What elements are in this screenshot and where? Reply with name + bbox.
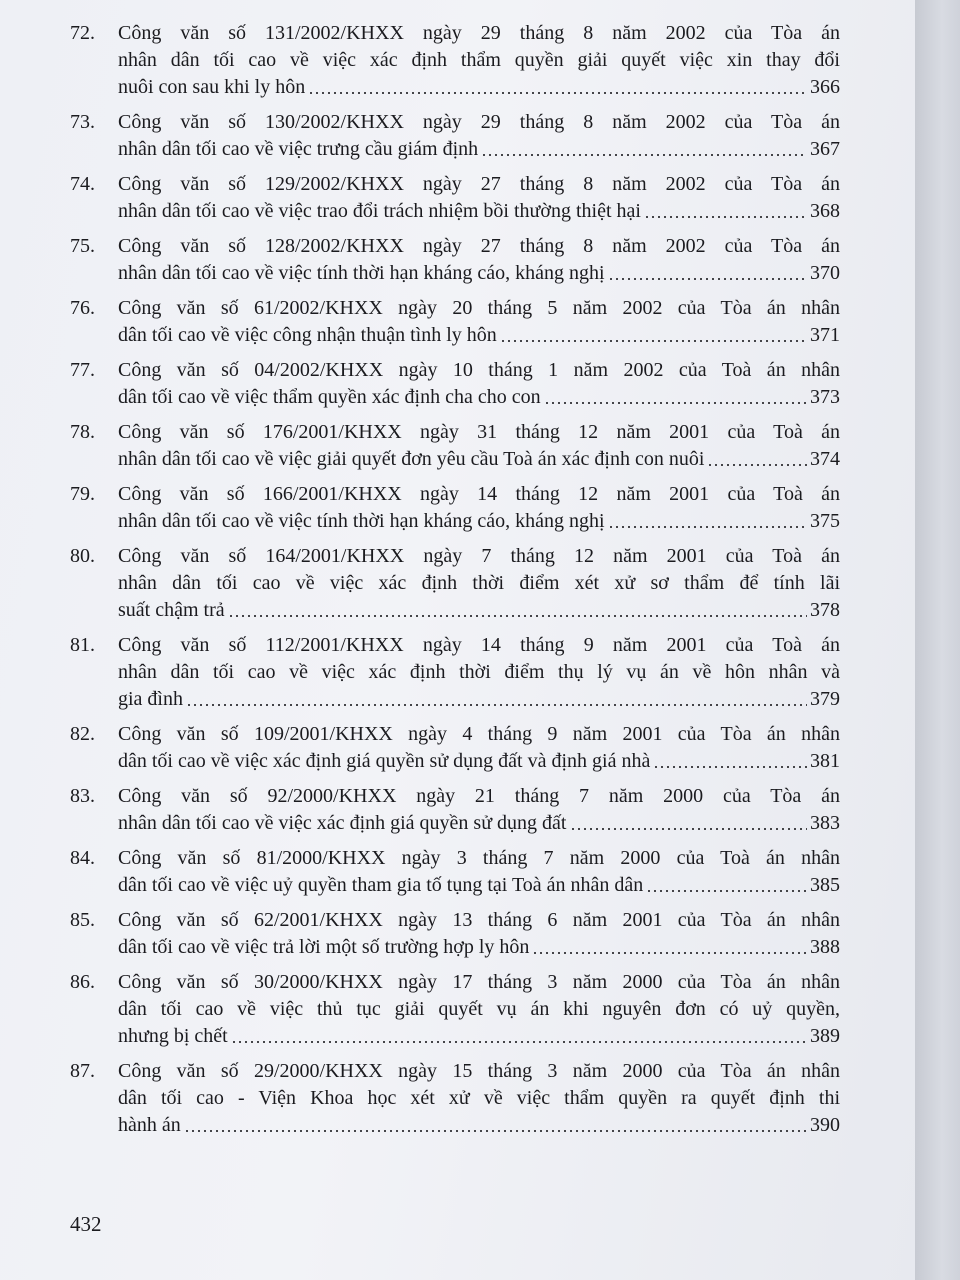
entry-text-line: Công văn số 62/2001/KHXX ngày 13 tháng 6 năm 2001 của Tòa án nhân [118,909,840,931]
entry-page-number: 371 [810,324,840,346]
entry-page-number: 374 [810,448,840,470]
entry-last-line [118,136,840,163]
entry-text-line: Công văn số 29/2000/KHXX ngày 15 tháng 3 năm 2000 của Tòa án nhân [118,1060,840,1082]
entry-text-line: dân tối cao về việc xác định giá quyền sử dụng đất và định giá nhà [118,750,651,772]
entry-text-line: nhân dân tối cao về việc trưng cầu giám định [118,138,479,160]
entry-text-line: dân tối cao về việc thủ tục giải quyết vụ án khi nguyên đơn có uỷ quyền, [118,998,840,1020]
toc-entry [70,907,840,961]
page-edge-shadow [915,0,960,1280]
entry-number: 85. [70,909,95,931]
entry-text-line: Công văn số 81/2000/KHXX ngày 3 tháng 7 năm 2000 của Toà án nhân [118,847,840,869]
entry-text-line: Công văn số 61/2002/KHXX ngày 20 tháng 5 năm 2002 của Tòa án nhân [118,297,840,319]
entry-text-line: nhân dân tối cao về việc trao đổi trách nhiệm bồi thường thiệt hại [118,200,641,222]
entry-page-number: 381 [810,750,840,772]
dot-leader [532,936,807,956]
entry-text-line: dân tối cao về việc uỷ quyền tham gia tố tụng tại Toà án nhân dân [118,874,644,896]
entry-text-line: nuôi con sau khi ly hôn [118,76,306,98]
entry-text-line: Công văn số 166/2001/KHXX ngày 14 tháng 12 năm 2001 của Toà án [118,483,840,505]
entry-last-line [118,384,840,411]
entry-text-line: nhân dân tối cao về việc tính thời hạn kháng cáo, kháng nghị [118,510,605,532]
toc-entry [70,969,840,1050]
entry-text-line: nhân dân tối cao về việc xác định thời điểm xét xử sơ thẩm để tính lãi [118,572,840,594]
entry-page-number: 388 [810,936,840,958]
entry-text-line: suất chậm trả [118,599,225,621]
entry-page-number: 383 [810,812,840,834]
entry-last-line [118,872,840,899]
dot-leader [646,874,807,894]
entry-number: 82. [70,723,95,745]
entry-text-line: dân tối cao về việc công nhận thuận tình ly hôn [118,324,497,346]
toc-entry [70,109,840,163]
toc-entry [70,845,840,899]
toc-entry [70,632,840,713]
toc-entry [70,419,840,473]
entry-page-number: 366 [810,76,840,98]
entry-text-line: nhân dân tối cao về việc xác định thời điểm thụ lý vụ án về hôn nhân và [118,661,840,683]
entry-page-number: 373 [810,386,840,408]
entry-last-line [118,934,840,961]
entry-number: 86. [70,971,95,993]
dot-leader [644,200,807,220]
toc-entry [70,171,840,225]
entry-number: 76. [70,297,95,319]
entry-page-number: 375 [810,510,840,532]
entry-text-line: nhưng bị chết [118,1025,228,1047]
entry-page-number: 367 [810,138,840,160]
entry-text-line: dân tối cao về việc thẩm quyền xác định cha cho con [118,386,541,408]
dot-leader [228,599,807,619]
entry-number: 79. [70,483,95,505]
entry-page-number: 385 [810,874,840,896]
entry-page-number: 379 [810,688,840,710]
entry-last-line [118,198,840,225]
entry-page-number: 389 [810,1025,840,1047]
entry-text-line: nhân dân tối cao về việc xác định giá quyền sử dụng đất [118,812,567,834]
entry-text-line: dân tối cao về việc trả lời một số trường hợp ly hôn [118,936,530,958]
entry-text-line: Công văn số 30/2000/KHXX ngày 17 tháng 3 năm 2000 của Tòa án nhân [118,971,840,993]
entry-last-line [118,1112,840,1139]
entry-text-line: Công văn số 92/2000/KHXX ngày 21 tháng 7 năm 2000 của Tòa án [118,785,840,807]
entry-text-line: Công văn số 109/2001/KHXX ngày 4 tháng 9 năm 2001 của Tòa án nhân [118,723,840,745]
toc-entry [70,233,840,287]
entry-page-number: 378 [810,599,840,621]
entry-number: 87. [70,1060,95,1082]
entry-number: 75. [70,235,95,257]
entry-last-line [118,810,840,837]
dot-leader [707,448,807,468]
entry-text-line: nhân dân tối cao về việc xác định thẩm quyền giải quyết việc xin thay đổi [118,49,840,71]
entry-number: 72. [70,22,95,44]
entry-last-line [118,322,840,349]
toc-entry [70,20,840,101]
dot-leader [231,1025,807,1045]
entry-number: 84. [70,847,95,869]
entry-text-line: Công văn số 130/2002/KHXX ngày 29 tháng 8 năm 2002 của Tòa án [118,111,840,133]
dot-leader [608,510,807,530]
entry-text-line: Công văn số 04/2002/KHXX ngày 10 tháng 1 năm 2002 của Toà án nhân [118,359,840,381]
entry-number: 73. [70,111,95,133]
entry-page-number: 370 [810,262,840,284]
toc-entry [70,543,840,624]
entry-last-line [118,686,840,713]
entry-last-line [118,597,840,624]
dot-leader [184,1114,807,1134]
entry-number: 74. [70,173,95,195]
entry-text-line: Công văn số 131/2002/KHXX ngày 29 tháng 8 năm 2002 của Tòa án [118,22,840,44]
entry-text-line: Công văn số 128/2002/KHXX ngày 27 tháng 8 năm 2002 của Tòa án [118,235,840,257]
toc-entry [70,721,840,775]
entry-page-number: 368 [810,200,840,222]
entry-page-number: 390 [810,1114,840,1136]
entry-last-line [118,260,840,287]
toc-entry [70,783,840,837]
entry-last-line [118,508,840,535]
entry-last-line [118,446,840,473]
dot-leader [570,812,808,832]
entry-text-line: Công văn số 176/2001/KHXX ngày 31 tháng 12 năm 2001 của Toà án [118,421,840,443]
dot-leader [500,324,807,344]
entry-last-line [118,1023,840,1050]
page-number: 432 [70,1212,102,1236]
dot-leader [608,262,807,282]
toc-entry [70,295,840,349]
entry-text-line: gia đình [118,688,183,710]
entry-number: 78. [70,421,95,443]
entry-text-line: nhân dân tối cao về việc giải quyết đơn yêu cầu Toà án xác định con nuôi [118,448,705,470]
entry-number: 81. [70,634,95,656]
dot-leader [544,386,807,406]
entry-last-line [118,74,840,101]
dot-leader [308,76,807,96]
toc-entry [70,357,840,411]
table-of-contents [70,20,840,1147]
toc-entry [70,1058,840,1139]
entry-last-line [118,748,840,775]
entry-number: 80. [70,545,95,567]
entry-text-line: Công văn số 164/2001/KHXX ngày 7 tháng 12 năm 2001 của Toà án [118,545,840,567]
entry-number: 77. [70,359,95,381]
entry-number: 83. [70,785,95,807]
toc-entry [70,481,840,535]
entry-text-line: dân tối cao - Viện Khoa học xét xử về việc thẩm quyền ra quyết định thi [118,1087,840,1109]
dot-leader [481,138,807,158]
entry-text-line: Công văn số 112/2001/KHXX ngày 14 tháng 9 năm 2001 của Toà án [118,634,840,656]
entry-text-line: hành án [118,1114,181,1136]
entry-text-line: nhân dân tối cao về việc tính thời hạn kháng cáo, kháng nghị [118,262,605,284]
dot-leader [186,688,807,708]
entry-text-line: Công văn số 129/2002/KHXX ngày 27 tháng 8 năm 2002 của Tòa án [118,173,840,195]
dot-leader [653,750,807,770]
